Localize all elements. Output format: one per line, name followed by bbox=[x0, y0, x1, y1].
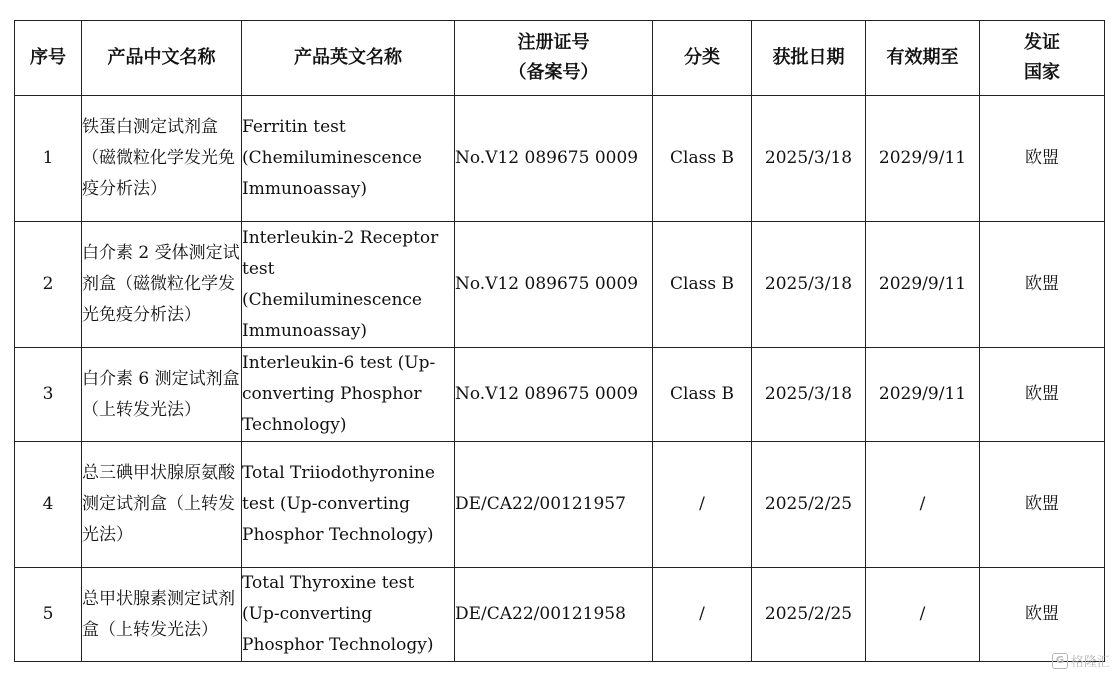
table-header-row bbox=[15, 21, 1105, 96]
cell-name-cn: 白介素 6 测定试剂盒（上转发光法） bbox=[82, 348, 242, 442]
cell-class: / bbox=[653, 442, 752, 568]
cell-reg-no: DE/CA22/00121958 bbox=[455, 568, 653, 662]
watermark bbox=[1052, 651, 1110, 670]
header-reg-no-line1: 注册证号 bbox=[517, 32, 590, 53]
cell-country: 欧盟 bbox=[980, 442, 1105, 568]
header-reg-no-line2: （备案号） bbox=[508, 62, 599, 83]
cell-valid-until: / bbox=[866, 442, 980, 568]
cell-index: 2 bbox=[15, 222, 82, 348]
cell-country: 欧盟 bbox=[980, 222, 1105, 348]
header-reg-no bbox=[455, 21, 653, 96]
cell-name-en: Interleukin-6 test (Up-converting Phosphor Technology) bbox=[242, 348, 455, 442]
cell-valid-until: 2029/9/11 bbox=[866, 348, 980, 442]
cell-name-en: Interleukin-2 Receptor test (Chemiluminescence Immunoassay) bbox=[242, 222, 455, 348]
header-class: 分类 bbox=[653, 21, 752, 96]
cell-class: Class B bbox=[653, 96, 752, 222]
cell-class: Class B bbox=[653, 222, 752, 348]
cell-approval-date: 2025/2/25 bbox=[752, 442, 866, 568]
cell-approval-date: 2025/3/18 bbox=[752, 348, 866, 442]
cell-reg-no: No.V12 089675 0009 bbox=[455, 222, 653, 348]
cell-index: 4 bbox=[15, 442, 82, 568]
header-country-line1: 发证 bbox=[1024, 32, 1060, 53]
cell-name-en: Ferritin test (Chemiluminescence Immunoassay) bbox=[242, 96, 455, 222]
cell-valid-until: 2029/9/11 bbox=[866, 222, 980, 348]
table-row bbox=[15, 348, 1105, 442]
cell-reg-no: DE/CA22/00121957 bbox=[455, 442, 653, 568]
header-valid-until: 有效期至 bbox=[866, 21, 980, 96]
cell-class: Class B bbox=[653, 348, 752, 442]
header-country bbox=[980, 21, 1105, 96]
header-index: 序号 bbox=[15, 21, 82, 96]
gelonghui-logo-icon: G bbox=[1052, 653, 1068, 669]
cell-approval-date: 2025/3/18 bbox=[752, 96, 866, 222]
table-row bbox=[15, 222, 1105, 348]
cell-country: 欧盟 bbox=[980, 348, 1105, 442]
header-name-cn: 产品中文名称 bbox=[82, 21, 242, 96]
header-name-en: 产品英文名称 bbox=[242, 21, 455, 96]
cell-reg-no: No.V12 089675 0009 bbox=[455, 96, 653, 222]
table-row bbox=[15, 96, 1105, 222]
cell-approval-date: 2025/3/18 bbox=[752, 222, 866, 348]
cell-index: 1 bbox=[15, 96, 82, 222]
cell-name-cn: 白介素 2 受体测定试剂盒（磁微粒化学发光免疫分析法） bbox=[82, 222, 242, 348]
cell-name-cn: 总三碘甲状腺原氨酸测定试剂盒（上转发光法） bbox=[82, 442, 242, 568]
cell-country: 欧盟 bbox=[980, 96, 1105, 222]
cell-name-cn: 铁蛋白测定试剂盒（磁微粒化学发光免疫分析法） bbox=[82, 96, 242, 222]
cell-name-en: Total Thyroxine test (Up-converting Phosphor Technology) bbox=[242, 568, 455, 662]
cell-country: 欧盟 bbox=[980, 568, 1105, 662]
cell-valid-until: / bbox=[866, 568, 980, 662]
header-approval-date: 获批日期 bbox=[752, 21, 866, 96]
cell-name-cn: 总甲状腺素测定试剂盒（上转发光法） bbox=[82, 568, 242, 662]
cell-approval-date: 2025/2/25 bbox=[752, 568, 866, 662]
cell-reg-no: No.V12 089675 0009 bbox=[455, 348, 653, 442]
watermark-text: 格隆汇 bbox=[1070, 655, 1110, 670]
table-row bbox=[15, 442, 1105, 568]
cell-valid-until: 2029/9/11 bbox=[866, 96, 980, 222]
cell-index: 5 bbox=[15, 568, 82, 662]
cell-name-en: Total Triiodothyronine test (Up-converting Phosphor Technology) bbox=[242, 442, 455, 568]
registration-table bbox=[14, 20, 1105, 662]
cell-class: / bbox=[653, 568, 752, 662]
header-country-line2: 国家 bbox=[1024, 62, 1060, 83]
table-row bbox=[15, 568, 1105, 662]
cell-index: 3 bbox=[15, 348, 82, 442]
